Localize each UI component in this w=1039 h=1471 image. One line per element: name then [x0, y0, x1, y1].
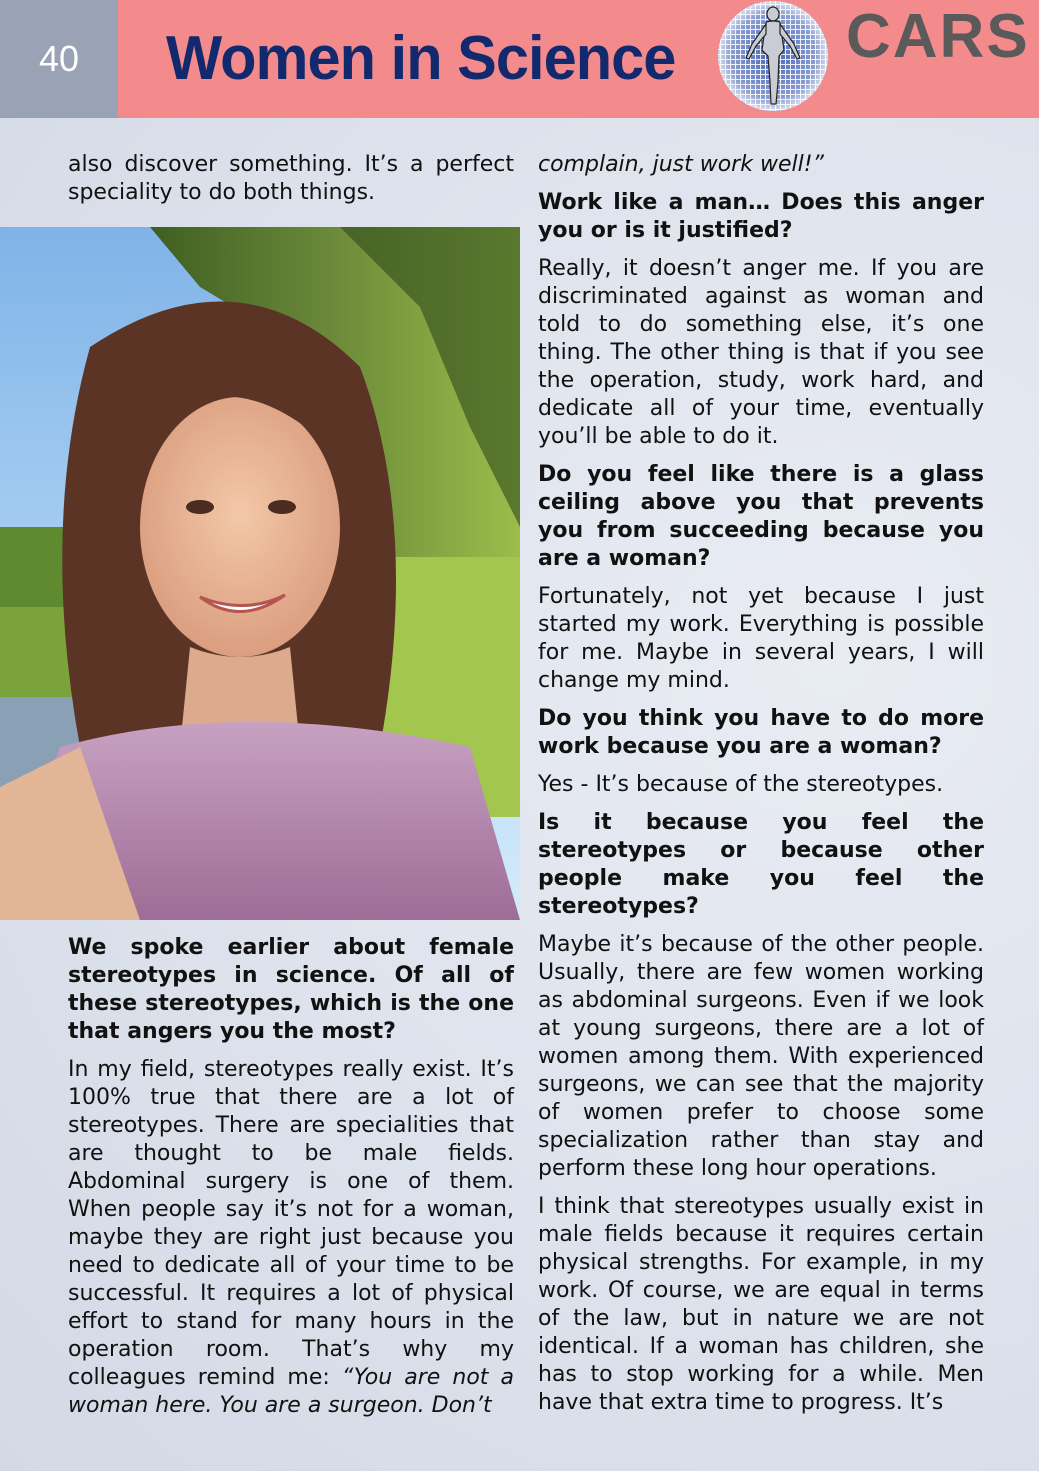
quote-end — [538, 151, 984, 179]
answer-more-work: Yes - It’s because of the stereotypes. — [538, 772, 944, 797]
question-glass-ceiling: Do you feel like there is a glass ceiling above you that prevents you from succeeding because you are a woman? — [538, 462, 984, 571]
left-column-bottom — [68, 934, 514, 1430]
cars-logo-text: CARS — [846, 2, 1030, 71]
intro-paragraph: also discover something. It’s a perfect speciality to do both things. — [68, 152, 514, 205]
right-column — [538, 151, 984, 1427]
left-column-top — [68, 151, 514, 217]
answer-stereotypes — [68, 1056, 514, 1420]
anatomical-figure-icon — [716, 0, 830, 112]
answer-feel-stereotypes: Maybe it’s because of the other people. Usually, there are few women working as abdominal surgeons. Even if we look at young surgeons, there are a lot of women among them. With experienced surgeons, we can see that the majority of women prefer to choose some specialization rather than stay and perform these long hour operations. — [538, 932, 984, 1181]
section-title: Women in Science — [166, 24, 676, 93]
answer-male-fields: I think that stereotypes usually exist in male fields because it requires certain physical strengths. For example, in my work. Of course, we are equal in terms of the law, but in nature we are not identical. If a woman has children, she has to stop working for a while. Men have that extra time to progress. It’s — [538, 1194, 984, 1415]
page-number: 40 — [0, 0, 118, 118]
question-feel-stereotypes: Is it because you feel the stereotypes or because other people make you feel the stereotypes? — [538, 810, 984, 919]
question-work-like-man: Work like a man… Does this anger you or is it justified? — [538, 190, 984, 243]
question-stereotypes: We spoke earlier about female stereotypes in science. Of all of these stereotypes, which is the one that angers you the most? — [68, 935, 514, 1044]
answer-glass-ceiling: Fortunately, not yet because I just started my work. Everything is possible for me. Maybe in several years, I will change my mind. — [538, 584, 984, 693]
answer-stereotypes-text: In my field, stereotypes really exist. It’s 100% true that there are a lot of stereotypes. There are specialities that are thought to be male fields. Abdominal surgery is one of them. When people say it’s not for a woman, maybe they are right just because you need to dedicate all of your time to be successful. It requires a lot of physical effort to stand for many hours in the operation room. That’s why my colleagues remind me: — [68, 1057, 514, 1390]
answer-stereotypes-quote: “You are not a woman here. You are a surgeon. Don’t — [68, 1365, 514, 1418]
portrait-photo — [0, 227, 520, 920]
question-more-work: Do you think you have to do more work because you are a woman? — [538, 706, 984, 759]
answer-work-like-man: Really, it doesn’t anger me. If you are discriminated against as woman and told to do something else, it’s one thing. The other thing is that if you see the operation, study, work hard, and dedicate all of your time, eventually you’ll be able to do it. — [538, 256, 984, 449]
quote-end-text: complain, just work well!” — [538, 152, 824, 177]
page-header — [0, 0, 1039, 118]
